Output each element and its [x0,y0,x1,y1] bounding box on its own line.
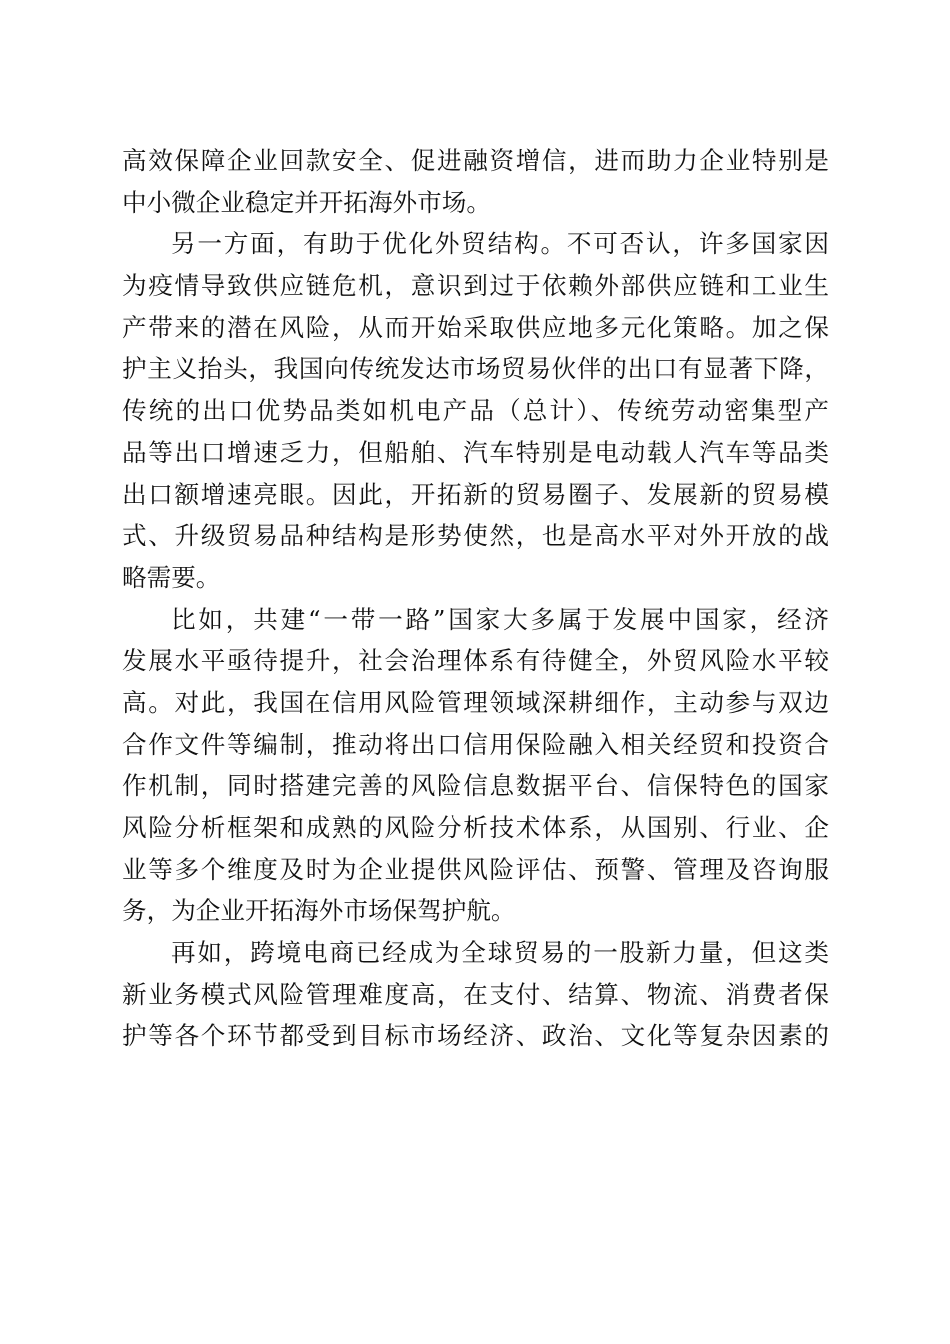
text-line: 护等各个环节都受到目标市场经济、政治、文化等复杂因素的 [122,1021,829,1051]
text-line: 略需要。 [122,562,221,592]
document-body [122,140,829,1057]
text-line: 发展水平亟待提升，社会治理体系有待健全，外贸风险水平较 [122,646,829,676]
text-line: 传统的出口优势品类如机电产品（总计）、传统劳动密集型产 [122,396,829,426]
text-line: 风险分析框架和成熟的风险分析技术体系，从国别、行业、企 [122,813,829,842]
text-line: 中小微企业稳定并开拓海外市场。 [122,187,491,217]
paragraph-4 [122,932,829,1057]
text-line: 出口额增速亮眼。因此，开拓新的贸易圈子、发展新的贸易模 [122,479,829,509]
text-line: 比如，共建“一带一路”国家大多属于发展中国家，经济 [171,604,829,634]
text-line: 新业务模式风险管理难度高，在支付、结算、物流、消费者保 [122,979,829,1009]
text-line: 合作文件等编制，推动将出口信用保险融入相关经贸和投资合 [122,729,829,759]
paragraph-2 [122,223,829,598]
paragraph-1 [122,140,829,223]
text-line: 作机制，同时搭建完善的风险信息数据平台、信保特色的国家 [122,771,829,801]
text-line: 务，为企业开拓海外市场保驾护航。 [122,896,516,926]
text-line: 式、升级贸易品种结构是形势使然，也是高水平对外开放的战 [122,521,829,551]
text-line: 为疫情导致供应链危机，意识到过于依赖外部供应链和工业生 [122,271,829,301]
text-line: 业等多个维度及时为企业提供风险评估、预警、管理及咨询服 [122,854,829,884]
text-line: 产带来的潜在风险，从而开始采取供应地多元化策略。加之保 [122,312,829,342]
text-line: 品等出口增速乏力，但船舶、汽车特别是电动载人汽车等品类 [122,437,829,467]
text-line: 高效保障企业回款安全、促进融资增信，进而助力企业特别是 [122,146,829,175]
text-line: 高。对此，我国在信用风险管理领域深耕细作，主动参与双边 [122,687,829,717]
paragraph-3 [122,599,829,933]
text-line: 护主义抬头，我国向传统发达市场贸易伙伴的出口有显著下降， [122,354,829,384]
text-line: 再如，跨境电商已经成为全球贸易的一股新力量，但这类 [171,938,829,968]
text-line: 另一方面，有助于优化外贸结构。不可否认，许多国家因 [171,229,829,259]
